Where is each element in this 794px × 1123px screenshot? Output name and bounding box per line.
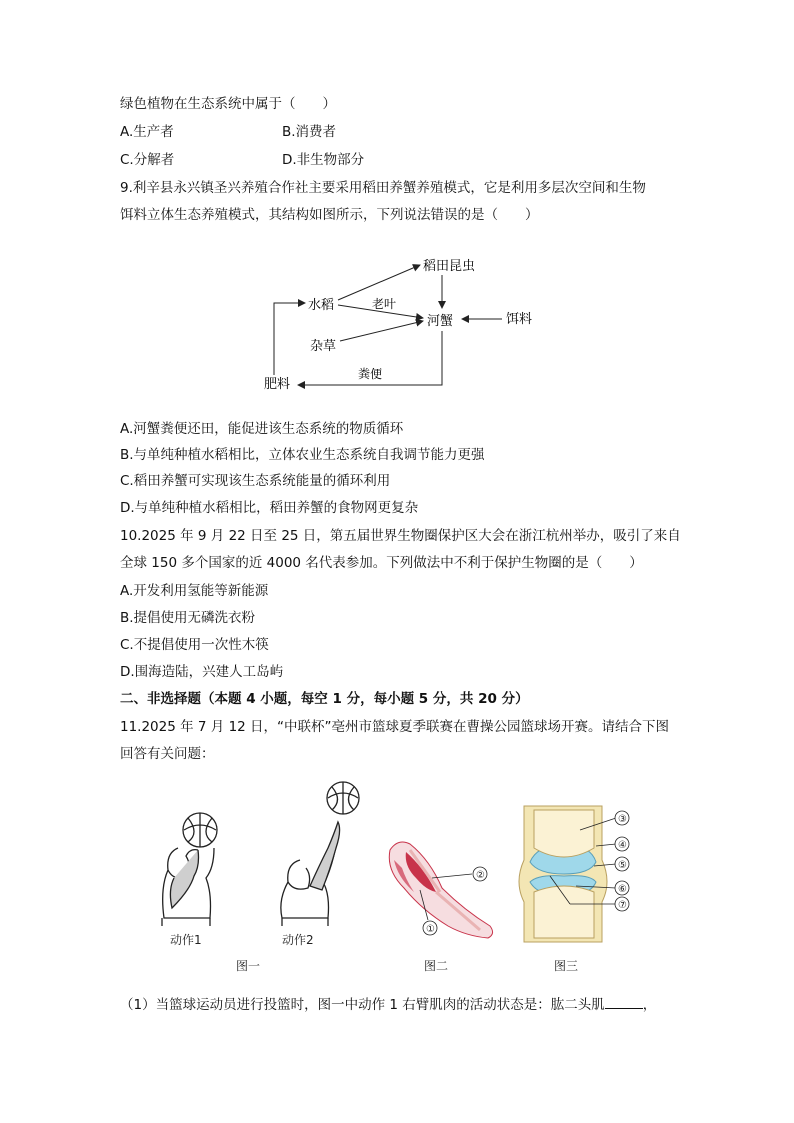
fig1-action1-label: 动作1: [170, 933, 202, 947]
q10-option-b: B.提倡使用无磷洗衣粉: [120, 610, 256, 626]
q10-option-c: C.不提倡使用一次性木筷: [120, 637, 269, 653]
joint-label-7: ⑦: [618, 900, 627, 911]
joint-label-5: ⑤: [618, 860, 627, 871]
q10-option-d: D.围海造陆，兴建人工岛屿: [120, 664, 284, 680]
q9-option-b: B.与单纯种植水稻相比，立体农业生态系统自我调节能力更强: [120, 447, 485, 463]
q9-stem-line1: 9.利辛县永兴镇圣兴养殖合作社主要采用稻田养蟹养殖模式，它是利用多层次空间和生物: [120, 180, 646, 196]
arm-label-1: ①: [426, 924, 435, 935]
joint-label-3: ③: [618, 814, 627, 825]
q8-option-d: D.非生物部分: [282, 152, 365, 168]
q8-stem: 绿色植物在生态系统中属于（ ）: [120, 96, 336, 112]
diagram-label-feces: 粪便: [358, 367, 383, 381]
q11-sub1: [120, 996, 656, 1014]
diagram-label-feed: 饵料: [506, 312, 533, 327]
diagram-label-insects: 稻田昆虫: [423, 259, 476, 274]
arm-outline: [389, 842, 492, 938]
figure1-basketball: [150, 778, 380, 978]
q8-option-a: A.生产者: [120, 124, 174, 140]
arrow-weeds-crab: [340, 321, 423, 341]
arrow-rice-insects: [338, 265, 420, 300]
player2-figure: [281, 828, 338, 918]
arrow-fertilizer-rice: [274, 303, 305, 375]
q9-stem-line2: 饵料立体生态养殖模式，其结构如图所示，下列说法错误的是（ ）: [120, 207, 539, 223]
diagram-label-crab: 河蟹: [427, 314, 454, 329]
diagram-label-rice: 水稻: [308, 298, 335, 313]
arm-label-2: ②: [476, 870, 485, 881]
q11-sub1-text: （1）当篮球运动员进行投篮时，图一中动作 1 右臂肌肉的活动状态是：肱二头肌: [120, 997, 605, 1013]
rice-crab-diagram: [250, 245, 550, 395]
diagram-label-weeds: 杂草: [310, 339, 337, 354]
q11-stem-line1: 11.2025 年 7 月 12 日，“中联杯”亳州市篮球夏季联赛在曹操公园篮球场开赛。请结合下图: [120, 719, 670, 735]
figure3-caption: 图三: [554, 959, 579, 973]
bone-head: [534, 810, 594, 857]
bone-socket: [534, 886, 594, 938]
q8-option-b: B.消费者: [282, 124, 337, 140]
joint-label-4: ④: [618, 840, 627, 851]
figure2-caption: 图二: [424, 959, 449, 973]
figure2-arm-muscles: [380, 830, 505, 980]
q10-stem-line1: 10.2025 年 9 月 22 日至 25 日，第五届世界生物圈保护区大会在浙江杭州举办，吸引了来自: [120, 528, 681, 544]
diagram-label-old-leaves: 老叶: [372, 297, 397, 311]
figure1-caption: 图一: [236, 959, 261, 973]
q11-stem-line2: 回答有关问题：: [120, 746, 215, 762]
joint-label-6: ⑥: [618, 884, 627, 895]
q11-sub1-end: ，: [642, 997, 657, 1013]
fig1-action2-label: 动作2: [282, 933, 314, 947]
q10-option-a: A.开发利用氢能等新能源: [120, 583, 269, 599]
q9-option-c: C.稻田养蟹可实现该生态系统能量的循环利用: [120, 473, 391, 489]
q9-option-d: D.与单纯种植水稻相比，稻田养蟹的食物网更复杂: [120, 500, 419, 516]
q10-stem-line2: 全球 150 多个国家的近 4000 名代表参加。下列做法中不利于保护生物圈的是（ ）: [120, 555, 643, 571]
q9-option-a: A.河蟹粪便还田，能促进该生态系统的物质循环: [120, 421, 404, 437]
q8-option-c: C.分解者: [120, 152, 175, 168]
answer-blank[interactable]: [605, 996, 643, 1009]
figure3-joint: [510, 800, 660, 980]
section2-heading: 二、非选择题（本题 4 小题，每空 1 分，每小题 5 分，共 20 分）: [120, 691, 529, 707]
diagram-label-fertilizer: 肥料: [264, 377, 291, 392]
